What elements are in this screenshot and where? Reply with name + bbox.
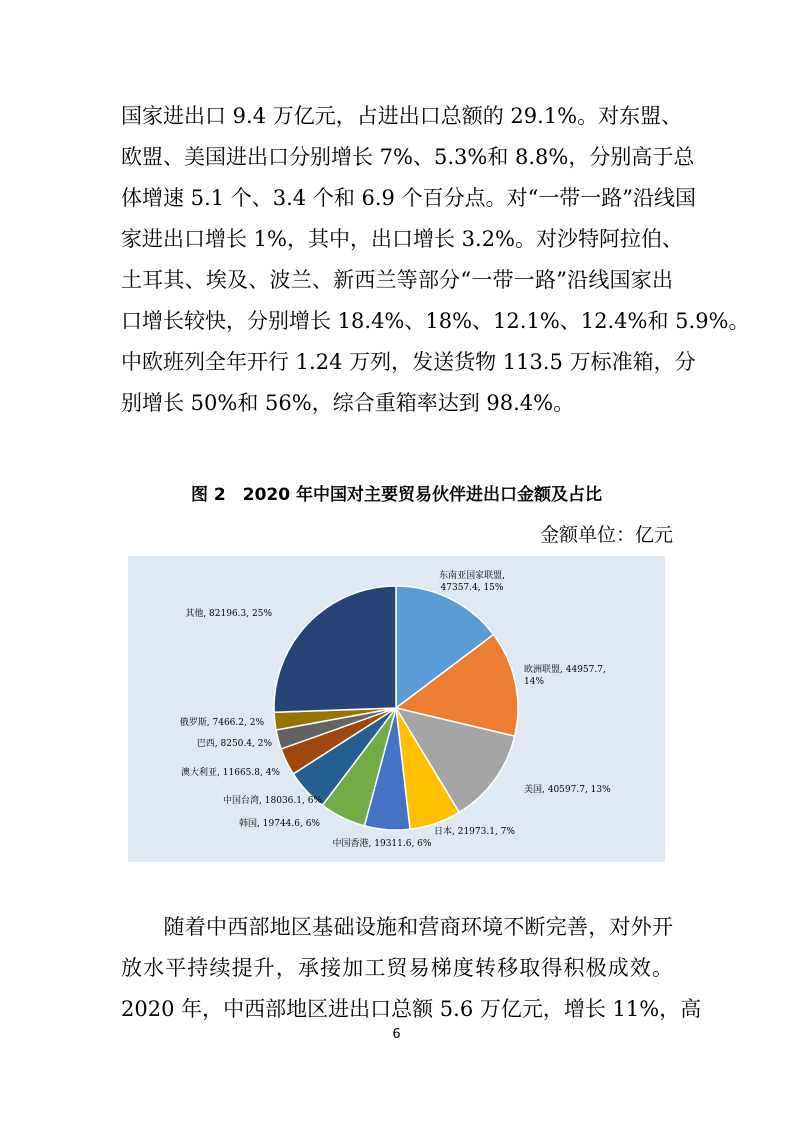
page-number: 6 (392, 1027, 401, 1042)
text-line: 口增长较快，分别增长 18.4%、18%、12.1%、12.4%和 5.9%。 (121, 309, 750, 333)
body-paragraph-1 (121, 96, 750, 424)
body-paragraph-2 (121, 907, 702, 1030)
text-line: 随着中西部地区基础设施和营商环境不断完善，对外开 (121, 915, 673, 939)
text-line: 中欧班列全年开行 1.24 万列，发送货物 113.5 万标准箱，分 (121, 350, 696, 374)
pie-chart (128, 556, 665, 862)
text-line: 欧盟、美国进出口分别增长 7%、5.3%和 8.8%，分别高于总 (121, 145, 695, 169)
text-line: 家进出口增长 1%，其中，出口增长 3.2%。对沙特阿拉伯、 (121, 227, 684, 251)
text-line: 别增长 50%和 56%，综合重箱率达到 98.4%。 (121, 391, 575, 415)
text-line: 国家进出口 9.4 万亿元，占进出口总额的 29.1%。对东盟、 (121, 104, 683, 128)
slice-label-9: 巴西, 8250.4, 2% (196, 739, 272, 749)
text-line: 放水平持续提升，承接加工贸易梯度转移取得积极成效。 (121, 956, 673, 980)
figure-unit: 金额单位：亿元 (539, 524, 673, 546)
slice-label-8: 澳大利亚, 11665.8, 4% (181, 768, 280, 778)
slice-label-3: 美国, 40597.7, 13% (524, 785, 611, 795)
slice-label-2: 欧洲联盟, 44957.7, 14% (524, 665, 606, 687)
slice-label-7: 中国台湾, 18036.1, 6% (223, 796, 322, 806)
slice-label-5: 中国香港, 19311.6, 6% (332, 839, 432, 849)
text-line: 体增速 5.1 个、3.4 个和 6.9 个百分点。对“一带一路”沿线国 (121, 186, 697, 210)
slice-label-10: 俄罗斯, 7466.2, 2% (179, 718, 264, 728)
pie-slice-11 (274, 586, 396, 712)
pie-chart-svg (128, 556, 665, 862)
slice-label-11: 其他, 82196.3, 25% (185, 609, 272, 619)
slice-label-1: 东南亚国家联盟, 47357.4, 15% (439, 571, 505, 593)
slice-label-6: 韩国, 19744.6, 6% (239, 819, 320, 829)
text-line: 土耳其、埃及、波兰、新西兰等部分“一带一路”沿线国家出 (121, 268, 673, 292)
figure-title: 图 2 2020 年中国对主要贸易伙伴进出口金额及占比 (191, 485, 602, 505)
text-line: 2020 年，中西部地区进出口总额 5.6 万亿元，增长 11%，高 (121, 997, 702, 1021)
slice-label-4: 日本, 21973.1, 7% (434, 827, 515, 837)
